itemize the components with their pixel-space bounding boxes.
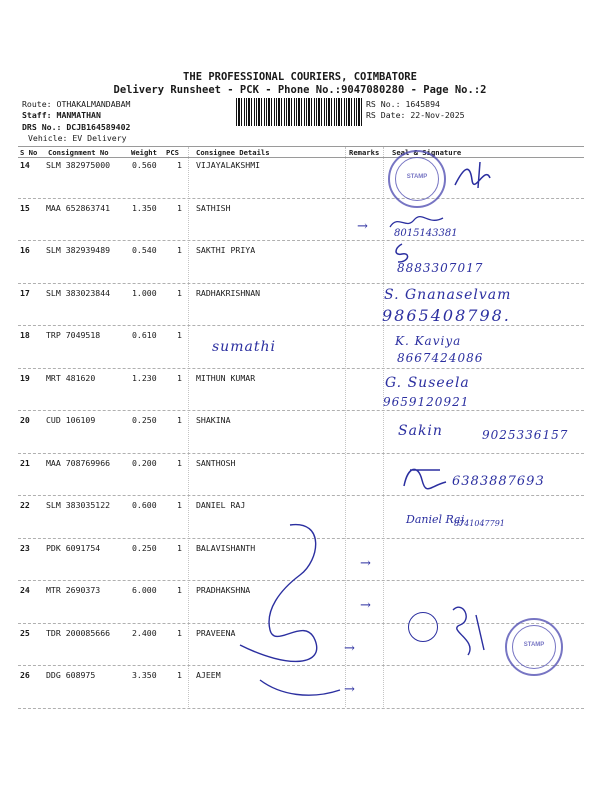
row-weight: 2.400 (132, 628, 157, 638)
arrow-row26: → (344, 682, 355, 697)
signature-row25 (448, 600, 488, 660)
rs-date-line (366, 110, 465, 120)
row-pcs: 1 (177, 373, 182, 383)
name-row17: S. Gnanaselvam (384, 287, 512, 303)
row-divider (18, 325, 584, 326)
row-consignment: SLM 383035122 (46, 500, 111, 510)
col-sno: S No (20, 148, 38, 157)
arrow-row24: → (360, 598, 371, 613)
vehicle-line (28, 133, 127, 143)
signature-row21 (400, 460, 450, 492)
row-consignment: MRT 481620 (46, 373, 96, 383)
vehicle-label: Vehicle: (28, 133, 68, 143)
row-pcs: 1 (177, 288, 182, 298)
row-sno: 20 (20, 415, 30, 425)
rs-no-line (366, 99, 440, 109)
drs-label: DRS No.: (22, 122, 62, 132)
name-row20: Sakin (398, 423, 443, 439)
row-weight: 6.000 (132, 585, 157, 595)
row-pcs: 1 (177, 160, 182, 170)
row-consignee: SANTHOSH (196, 458, 236, 468)
row-sno: 26 (20, 670, 30, 680)
row-sno: 16 (20, 245, 30, 255)
row-pcs: 1 (177, 458, 182, 468)
row-consignment: SLM 382939489 (46, 245, 111, 255)
drs-line (22, 122, 130, 132)
college-stamp-top: STAMP (388, 150, 446, 208)
phone-row15: 8015143381 (394, 228, 458, 239)
row-sno: 15 (20, 203, 30, 213)
row-consignee: AJEEM (196, 670, 221, 680)
row-consignment: MTR 2690373 (46, 585, 101, 595)
row-consignment: MAA 652863741 (46, 203, 111, 213)
route-line (22, 99, 130, 109)
name-row19: G. Suseela (385, 375, 470, 391)
row-pcs: 1 (177, 330, 182, 340)
row-pcs: 1 (177, 628, 182, 638)
row-consignment: TRP 7049518 (46, 330, 101, 340)
row-divider (18, 453, 584, 454)
row-pcs: 1 (177, 500, 182, 510)
rs-date-label: RS Date: (366, 110, 406, 120)
row-sno: 19 (20, 373, 30, 383)
row-sno: 23 (20, 543, 30, 553)
col-consignee: Consignee Details (196, 148, 270, 157)
row-divider (18, 198, 584, 199)
row-consignment: PDK 6091754 (46, 543, 101, 553)
row-weight: 0.600 (132, 500, 157, 510)
rs-no-value: 1645894 (405, 99, 440, 109)
phone-row18: 8667424086 (397, 351, 484, 365)
row-weight: 0.250 (132, 415, 157, 425)
phone-row20: 9025336157 (482, 428, 569, 442)
row-pcs: 1 (177, 585, 182, 595)
row-consignee: MITHUN KUMAR (196, 373, 256, 383)
row-weight: 1.350 (132, 203, 157, 213)
row-weight: 3.350 (132, 670, 157, 680)
college-stamp-bottom: STAMP (505, 618, 563, 676)
arrow-row23: → (360, 556, 371, 571)
row-divider (18, 495, 584, 496)
name-row18: K. Kaviya (395, 334, 462, 348)
row-consignee: SHAKINA (196, 415, 231, 425)
route-label: Route: (22, 99, 52, 109)
row-consignment: MAA 708769966 (46, 458, 111, 468)
row-consignment: CUD 106109 (46, 415, 96, 425)
row-divider (18, 240, 584, 241)
row-consignee: BALAVISHANTH (196, 543, 256, 553)
arrow-row25: → (344, 641, 355, 656)
phone-row16: 8883307017 (397, 261, 484, 275)
row-sno: 21 (20, 458, 30, 468)
row-pcs: 1 (177, 203, 182, 213)
row-consignment: SLM 383023844 (46, 288, 111, 298)
row-divider (18, 368, 584, 369)
rs-date-value: 22-Nov-2025 (410, 110, 465, 120)
phone-row19: 9659120921 (383, 395, 470, 409)
row-sno: 18 (20, 330, 30, 340)
row-weight: 0.250 (132, 543, 157, 553)
staff-label: Staff: (22, 110, 52, 120)
row-sno: 22 (20, 500, 30, 510)
row-consignee: VIJAYALAKSHMI (196, 160, 261, 170)
phone-row17: 9865408798. (382, 306, 511, 325)
row-weight: 1.230 (132, 373, 157, 383)
col-consignment: Consignment No (48, 148, 109, 157)
phone-row22: 8741047791 (454, 519, 505, 528)
row-weight: 0.200 (132, 458, 157, 468)
row-weight: 0.610 (132, 330, 157, 340)
row-consignee: PRAVEENA (196, 628, 236, 638)
consignee-row18-handwritten: sumathi (212, 339, 276, 355)
row-weight: 0.560 (132, 160, 157, 170)
row-pcs: 1 (177, 670, 182, 680)
signature-row14 (450, 160, 500, 190)
row-weight: 1.000 (132, 288, 157, 298)
row-sno: 17 (20, 288, 30, 298)
col-seal: Seal & Signature (392, 148, 462, 157)
row-pcs: 1 (177, 543, 182, 553)
runsheet-subtitle: Delivery Runsheet - PCK - Phone No.:9047080280 - Page No.:2 (113, 84, 487, 96)
row-divider (18, 410, 584, 411)
col-weight: Weight (131, 148, 157, 157)
table-top-rule (18, 146, 584, 147)
vehicle-value: EV Delivery (72, 133, 127, 143)
row-sno: 24 (20, 585, 30, 595)
company-title: THE PROFESSIONAL COURIERS, COIMBATORE (183, 71, 417, 83)
row-pcs: 1 (177, 415, 182, 425)
row-consignment: SLM 382975000 (46, 160, 111, 170)
route-value: OTHAKALMANDABAM (56, 99, 131, 109)
col-pcs: PCS (166, 148, 179, 157)
row-consignment: TDR 200085666 (46, 628, 111, 638)
row-sno: 14 (20, 160, 30, 170)
header-rule (18, 157, 584, 158)
staff-line (22, 110, 101, 120)
name-row22: Daniel Raj (406, 513, 465, 526)
col-remarks: Remarks (349, 148, 380, 157)
row-consignment: DDG 608975 (46, 670, 96, 680)
rs-no-label: RS No.: (366, 99, 401, 109)
staff-value: MANMATHAN (56, 110, 101, 120)
row-consignee: SAKTHI PRIYA (196, 245, 256, 255)
row-weight: 0.540 (132, 245, 157, 255)
row-consignee: RADHAKRISHNAN (196, 288, 261, 298)
drs-value: DCJB164589402 (66, 122, 131, 132)
row-sno: 25 (20, 628, 30, 638)
barcode (236, 98, 362, 126)
row-divider (18, 283, 584, 284)
phone-row21: 6383887693 (452, 474, 545, 489)
large-scribble (230, 520, 350, 710)
row-consignee: SATHISH (196, 203, 231, 213)
circled-mark (408, 612, 438, 642)
arrow-row15: → (357, 219, 368, 234)
row-pcs: 1 (177, 245, 182, 255)
row-consignee: PRADHAKSHNA (196, 585, 251, 595)
row-consignee: DANIEL RAJ (196, 500, 246, 510)
